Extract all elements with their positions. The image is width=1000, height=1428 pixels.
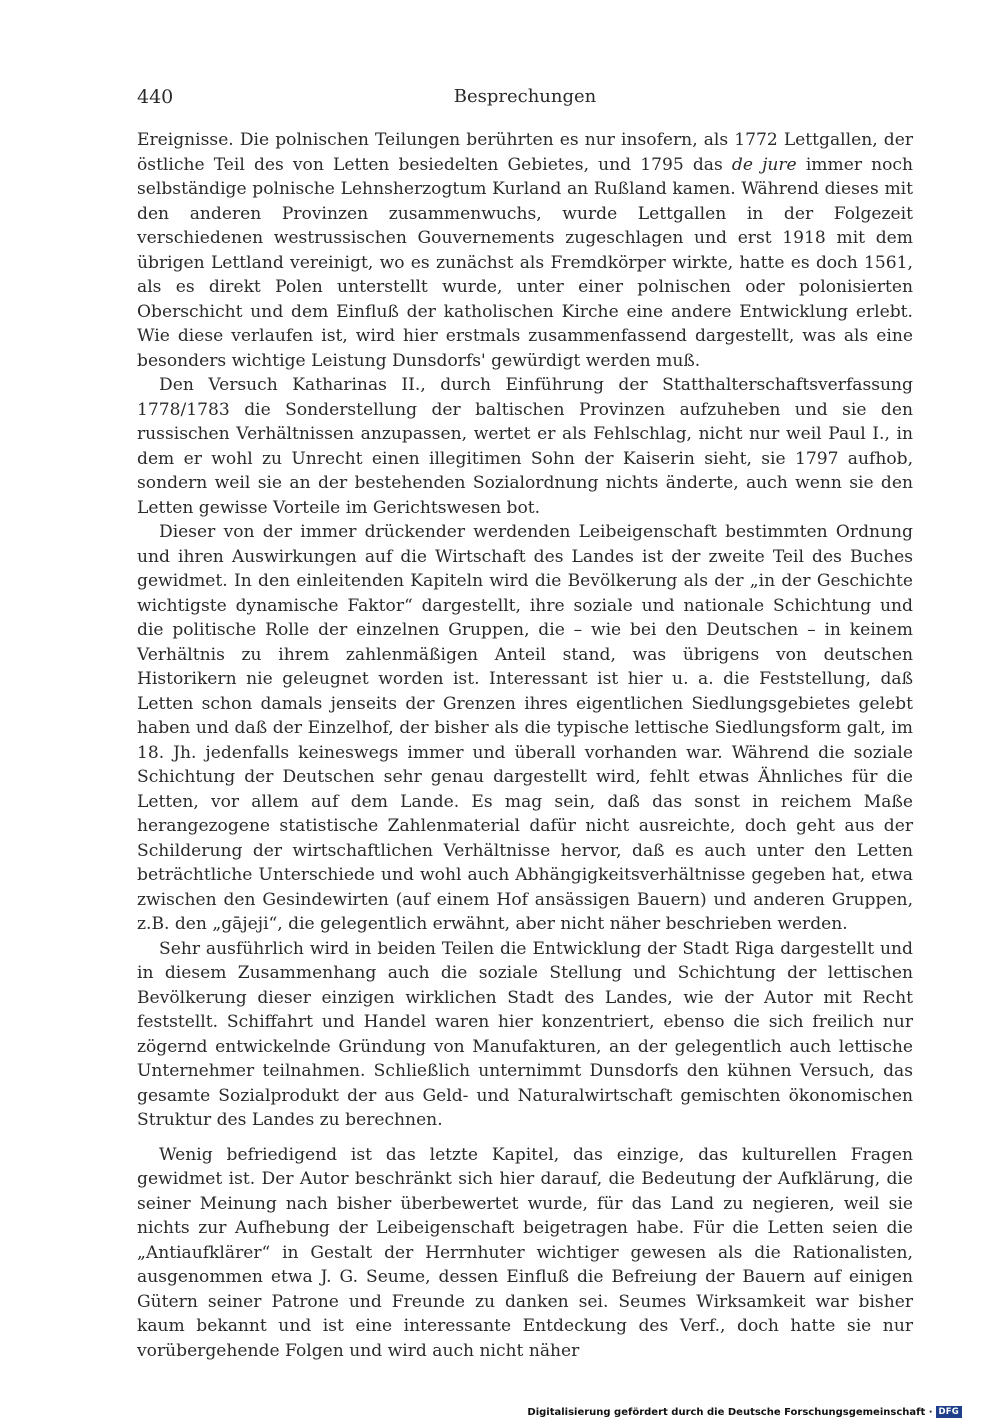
footer-credit: Digitalisierung gefördert durch die Deutsche Forschungsgemeinschaft ·: [527, 1406, 933, 1418]
paragraph-1-part-b: immer noch selbständige polnische Lehnsherzogtum Kurland an Rußland kamen. Während dieses mit den anderen Provinzen zusammenwuchs, wurde Lettgallen in der Folgezeit verschiedenen westrussischen Gouvernements zugeschlagen und erst 1918 mit dem übrigen Lettland vereinigt, wo es zunächst als Fremdkörper wirkte, hatte es doch 1561, als es direkt Polen unterstellt wurde, unter einer polnischen oder polonisierten Oberschicht und dem Einfluß der katholischen Kirche eine andere Entwicklung erlebt. Wie diese verlaufen ist, wird hier erstmals zusammenfassend dargestellt, was als eine besonders wichtige Leistung Dunsdorfs' gewürdigt werden muß.: [137, 154, 913, 371]
paragraph-1-part-a: Ereignisse. Die polnischen Teilungen berührten es nur insofern, als 1772 Lettgallen, der östliche Teil des von Letten besiedelten Gebietes, und 1795 das: [137, 130, 913, 175]
paragraph-3: Dieser von der immer drückender werdenden Leibeigenschaft bestimmten Ordnung und ihren Auswirkungen auf die Wirtschaft des Landes ist der zweite Teil des Buches gewidmet. In den einleitenden Kapiteln wird die Bevölkerung als der „in der Geschichte wichtigste dynamische Faktor“ dargestellt, ihre soziale und nationale Schichtung und die politische Rolle der einzelnen Gruppen, die – wie bei den Deutschen – in keinem Verhältnis zu ihrem zahlenmäßigen Anteil stand, was übrigens von deutschen Historikern nie geleugnet worden ist. Interessant ist hier u. a. die Feststellung, daß Letten schon damals jenseits der Grenzen ihres eigentlichen Siedlungsgebietes gelebt haben und daß der Einzelhof, der bisher als die typische lettische Siedlungsform galt, im 18. Jh. jedenfalls keineswegs immer und überall vorhanden war. Während die soziale Schichtung der Deutschen sehr genau dargestellt wird, fehlt etwas Ähnliches für die Letten, vor allem auf dem Lande. Es mag sein, daß das sonst in reichem Maße herangezogene statistische Zahlenmaterial dafür nicht ausreichte, doch geht aus der Schilderung der wirtschaftlichen Verhältnisse hervor, daß es auch unter den Letten beträchtliche Unterschiede und wohl auch Abhängigkeitsverhältnisse gegeben hat, etwa zwischen den Gesindewirten (auf einem Hof ansässigen Bauern) und anderen Gruppen, z.B. den „gājeji“, die gelegentlich erwähnt, aber nicht näher beschrieben werden.: [137, 522, 913, 934]
paragraph-5: Wenig befriedigend ist das letzte Kapitel, das einzige, das kulturellen Fragen gewidmet ist. Der Autor beschränkt sich hier darauf, die Bedeutung der Aufklärung, die seiner Meinung nach bisher überbewertet wurde, für das Land zu negieren, weil sie nichts zur Aufhebung der Leibeigenschaft beigetragen habe. Für die Letten seien die „Antiaufklärer“ in Gestalt der Herrnhuter wichtiger gewesen als die Rationalisten, ausgenommen etwa J. G. Seume, dessen Einfluß die Befreiung der Bauern auf einigen Gütern seiner Patrone und Freunde zu danken sei. Seumes Wirksamkeit war bisher kaum bekannt und ist eine interessante Entdeckung des Verf., doch hatte sie nur vorübergehende Folgen und wird auch nicht näher: [137, 1144, 913, 1361]
running-head: Besprechungen: [453, 86, 597, 107]
dfg-logo: DFG: [936, 1406, 962, 1418]
page-header: [137, 86, 913, 114]
paragraph-1: [137, 128, 913, 373]
digitization-footer: [527, 1402, 962, 1422]
paragraph-4: Sehr ausführlich wird in beiden Teilen die Entwicklung der Stadt Riga dargestellt und in diesem Zusammenhang auch die soziale Stellung und Schichtung der lettischen Bevölkerung dieser einzigen wirklichen Stadt des Landes, wie der Autor mit Recht feststellt. Schiffahrt und Handel waren hier konzentriert, ebenso die sich freilich nur zögernd entwickelnde Gründung von Manufakturen, an der gelegentlich auch lettische Unternehmer teilnahmen. Schließlich unternimmt Dunsdorfs den kühnen Versuch, das gesamte Sozialprodukt der aus Geld- und Naturalwirtschaft gemischten ökonomischen Struktur des Landes zu berechnen.: [137, 938, 913, 1130]
paragraph-1-italic: de jure: [731, 154, 797, 175]
body-text: [137, 128, 913, 1363]
paragraph-2: Den Versuch Katharinas II., durch Einführung der Statthalterschaftsverfassung 1778/1783 die Sonderstellung der baltischen Provinzen aufzuheben und sie den russischen Verhältnissen anzupassen, wertet er als Fehlschlag, nicht nur weil Paul I., in dem er wohl zu Unrecht einen illegitimen Sohn der Kaiserin sieht, sie 1797 aufhob, sondern weil sie an der bestehenden Sozialordnung nichts änderte, auch wenn sie den Letten gewisse Vorteile im Gerichtswesen bot.: [137, 375, 913, 518]
page-number: 440: [137, 86, 174, 108]
